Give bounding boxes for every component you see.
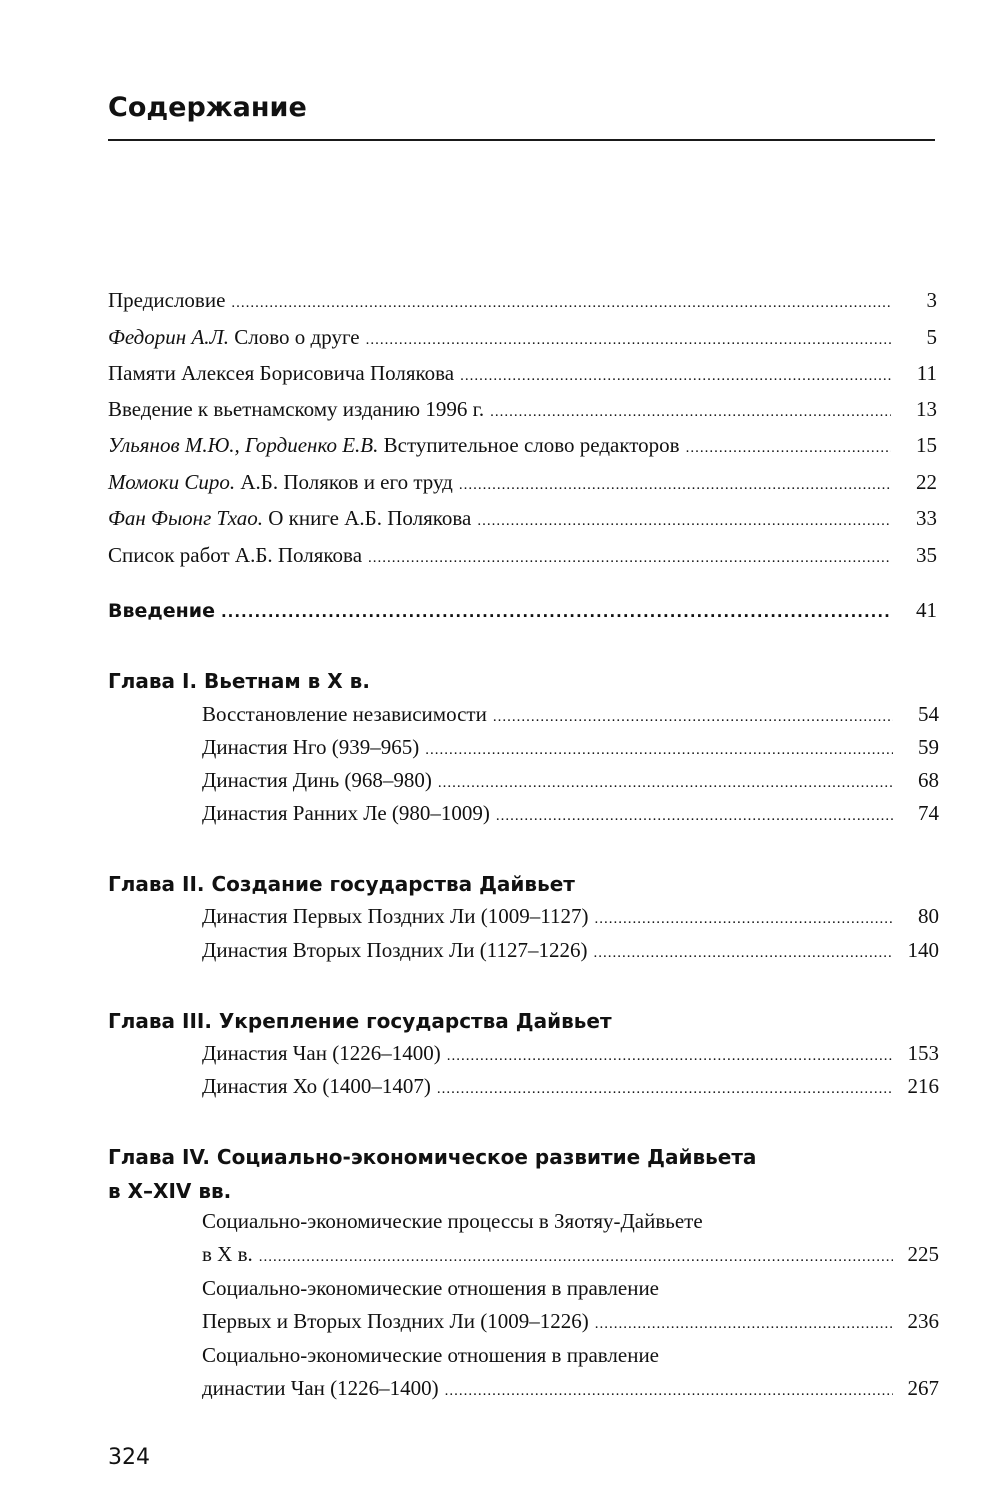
leader-dots bbox=[368, 543, 891, 568]
page-number: 11 bbox=[916, 361, 937, 385]
leader-dots bbox=[447, 1041, 893, 1066]
page-number: 216 bbox=[907, 1074, 939, 1098]
page-title: Содержание bbox=[108, 92, 307, 123]
entry-title: Династия Вторых Поздних Ли (1127–1226) bbox=[202, 938, 588, 962]
toc-entry[interactable] bbox=[202, 1041, 939, 1066]
entry-title: Династия Хо (1400–1407) bbox=[202, 1074, 431, 1098]
leader-dots bbox=[459, 470, 891, 495]
entry-title-line1: Социально-экономические отношения в правление bbox=[202, 1276, 660, 1300]
entry-title: Первых и Вторых Поздних Ли (1009–1226) bbox=[202, 1309, 589, 1333]
leader-dots bbox=[221, 600, 891, 622]
entry-title: Список работ А.Б. Полякова bbox=[108, 543, 363, 567]
entry-title: А.Б. Поляков и его труд bbox=[240, 470, 453, 494]
page-number: 80 bbox=[918, 904, 939, 928]
leader-dots bbox=[593, 938, 893, 963]
entry-title: Династия Первых Поздних Ли (1009–1127) bbox=[202, 904, 589, 928]
page-number: 5 bbox=[926, 325, 937, 349]
chapter-heading[interactable]: Глава II. Создание государства Дайвьет bbox=[108, 872, 575, 896]
entry-title-line1: Социально-экономические отношения в правление bbox=[202, 1343, 660, 1367]
leader-dots bbox=[445, 1376, 893, 1401]
leader-dots bbox=[366, 325, 891, 350]
toc-entry[interactable] bbox=[108, 325, 937, 350]
toc-entry[interactable] bbox=[108, 361, 937, 386]
chapter-heading[interactable]: Глава III. Укрепление государства Дайвьет bbox=[108, 1009, 612, 1033]
toc-entry[interactable] bbox=[202, 904, 939, 929]
toc-entry[interactable] bbox=[202, 938, 939, 963]
leader-dots bbox=[686, 433, 891, 458]
toc-entry[interactable] bbox=[202, 1242, 939, 1267]
entry-title: О книге А.Б. Полякова bbox=[268, 506, 472, 530]
toc-entry[interactable] bbox=[108, 397, 937, 422]
toc-entry[interactable] bbox=[202, 735, 939, 760]
toc-entry[interactable] bbox=[108, 288, 937, 313]
leader-dots bbox=[425, 735, 893, 760]
entry-author: Фан Фыонг Тхао. bbox=[108, 506, 263, 530]
leader-dots bbox=[460, 361, 891, 386]
entry-title: Введение bbox=[108, 600, 215, 622]
leader-dots bbox=[477, 506, 891, 531]
leader-dots bbox=[259, 1242, 893, 1267]
page-number: 153 bbox=[907, 1041, 939, 1065]
entry-title: Династия Ранних Ле (980–1009) bbox=[202, 801, 490, 825]
title-rule bbox=[108, 139, 935, 141]
entry-title: Династия Чан (1226–1400) bbox=[202, 1041, 441, 1065]
entry-title: Введение к вьетнамскому изданию 1996 г. bbox=[108, 397, 485, 421]
toc-entry[interactable] bbox=[202, 1309, 939, 1334]
entry-author: Ульянов М.Ю., Гордиенко Е.В. bbox=[108, 433, 379, 457]
toc-entry[interactable] bbox=[202, 768, 939, 793]
page-number: 68 bbox=[918, 768, 939, 792]
entry-title: Вступительное слово редакторов bbox=[383, 433, 680, 457]
page-number: 15 bbox=[916, 433, 937, 457]
entry-title: династии Чан (1226–1400) bbox=[202, 1376, 439, 1400]
entry-title: Династия Динь (968–980) bbox=[202, 768, 432, 792]
entry-title: Династия Нго (939–965) bbox=[202, 735, 420, 759]
chapter-heading-continued: в X–XIV вв. bbox=[108, 1179, 232, 1203]
leader-dots bbox=[493, 702, 893, 727]
toc-entry[interactable] bbox=[108, 543, 937, 568]
toc-entry[interactable] bbox=[108, 470, 937, 495]
page-number: 267 bbox=[907, 1376, 939, 1400]
toc-entry[interactable] bbox=[202, 1376, 939, 1401]
toc-entry[interactable] bbox=[202, 1074, 939, 1099]
page-number: 3 bbox=[926, 288, 937, 312]
toc-entry[interactable] bbox=[108, 506, 937, 531]
page-number: 140 bbox=[907, 938, 939, 962]
entry-title-line1: Социально-экономические процессы в Зяотяу-Дайвьете bbox=[202, 1209, 703, 1233]
leader-dots bbox=[594, 904, 893, 929]
toc-entry[interactable] bbox=[202, 702, 939, 727]
page-number: 59 bbox=[918, 735, 939, 759]
entry-author: Федорин А.Л. bbox=[108, 325, 230, 349]
toc-entry-introduction[interactable] bbox=[108, 598, 937, 623]
page-number: 35 bbox=[916, 543, 937, 567]
toc-entry[interactable] bbox=[108, 433, 937, 458]
leader-dots bbox=[231, 288, 891, 313]
page-number: 13 bbox=[916, 397, 937, 421]
entry-title: Памяти Алексея Борисовича Полякова bbox=[108, 361, 455, 385]
leader-dots bbox=[496, 801, 893, 826]
page-number: 54 bbox=[918, 702, 939, 726]
entry-author: Момоки Сиро. bbox=[108, 470, 236, 494]
entry-title: Предисловие bbox=[108, 288, 226, 312]
leader-dots bbox=[437, 1074, 893, 1099]
chapter-heading[interactable]: Глава IV. Социально-экономическое развитие Дайвьета bbox=[108, 1145, 757, 1169]
leader-dots bbox=[438, 768, 893, 793]
page-number: 41 bbox=[916, 598, 937, 622]
page-number: 33 bbox=[916, 506, 937, 530]
page-number: 22 bbox=[916, 470, 937, 494]
chapter-heading[interactable]: Глава I. Вьетнам в X в. bbox=[108, 669, 370, 693]
entry-title: Восстановление независимости bbox=[202, 702, 487, 726]
leader-dots bbox=[490, 397, 891, 422]
leader-dots bbox=[595, 1309, 893, 1334]
page-number: 74 bbox=[918, 801, 939, 825]
entry-title: в X в. bbox=[202, 1242, 253, 1266]
page-number: 236 bbox=[907, 1309, 939, 1333]
folio-page-number: 324 bbox=[108, 1445, 150, 1470]
toc-entry[interactable] bbox=[202, 801, 939, 826]
page-number: 225 bbox=[907, 1242, 939, 1266]
entry-title: Слово о друге bbox=[234, 325, 360, 349]
